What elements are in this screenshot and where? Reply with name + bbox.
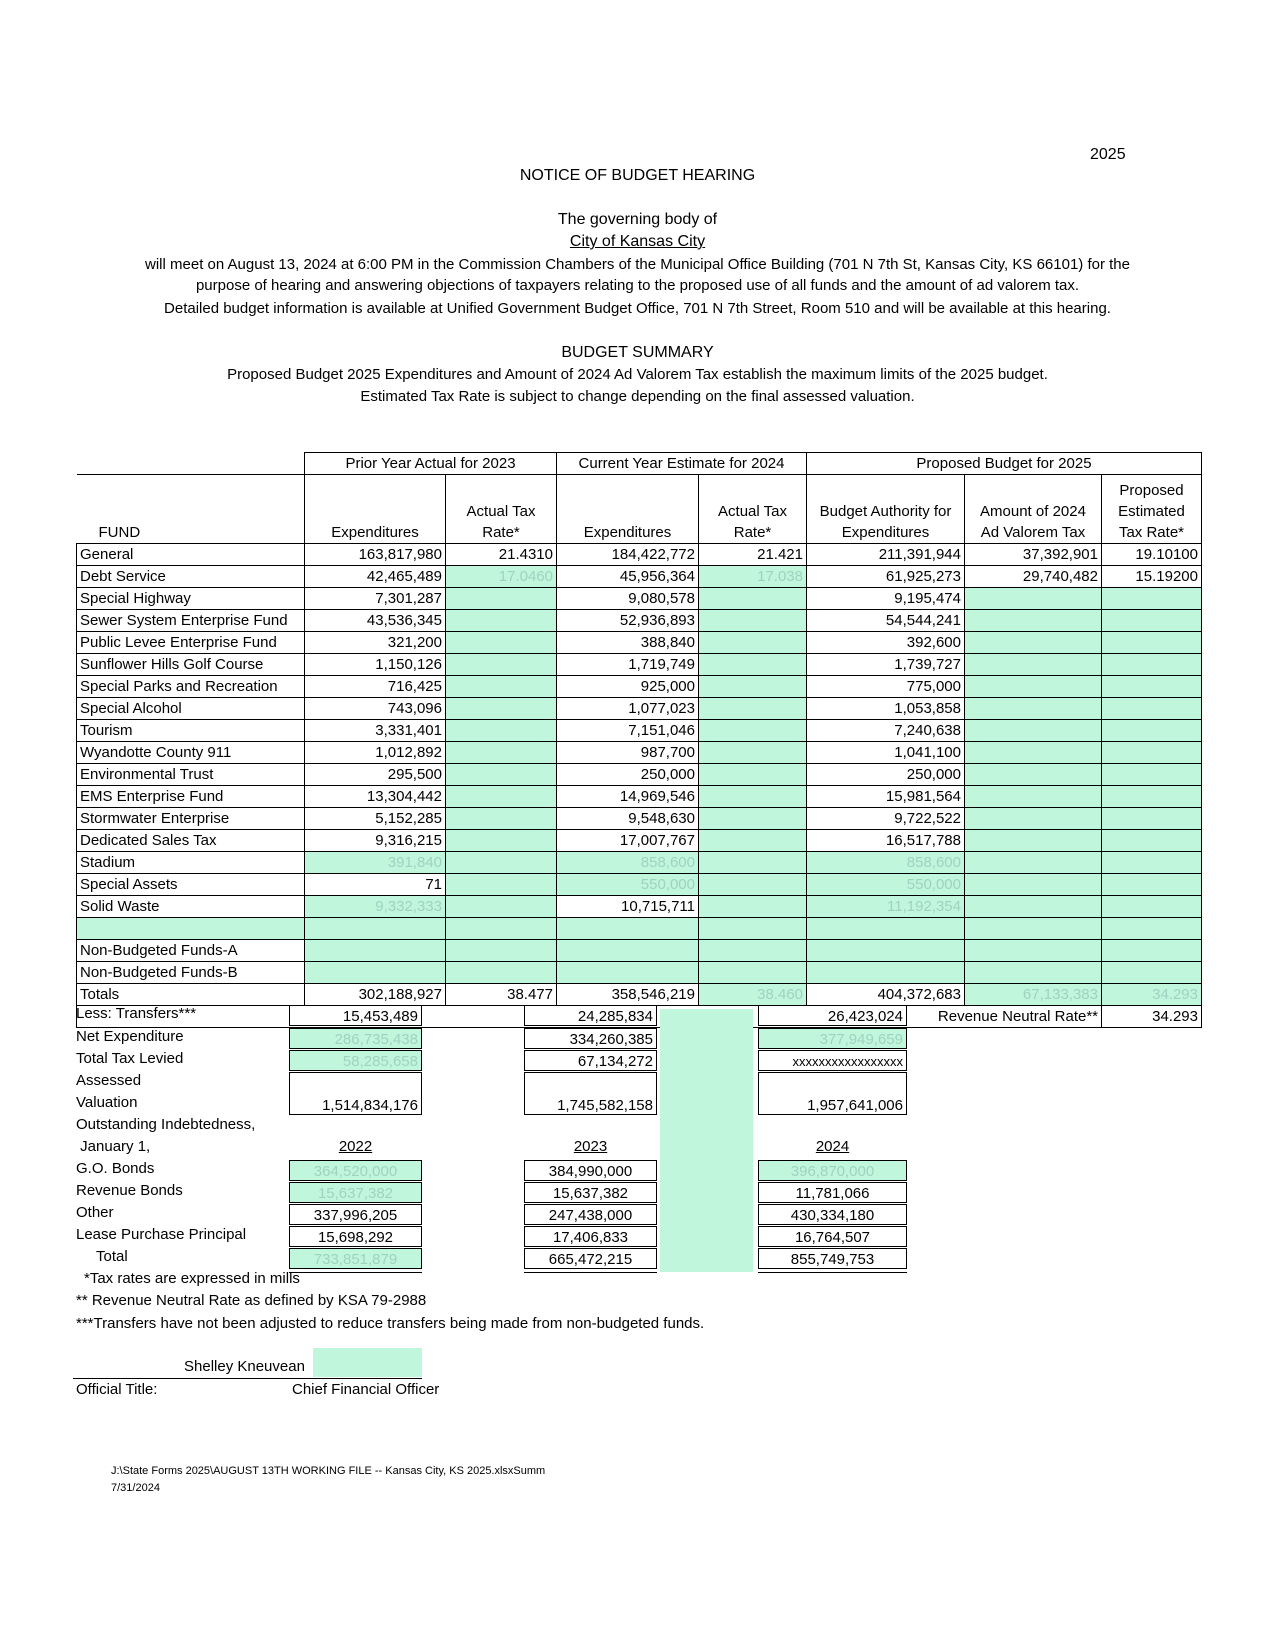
cur-rate-cell [699, 720, 807, 742]
prior-exp-cell: 9,316,215 [305, 830, 446, 852]
prior-exp-cell: 302,188,927 [305, 984, 446, 1006]
cur-exp-cell: 14,969,546 [557, 786, 699, 808]
prior-rate-cell [446, 830, 557, 852]
cur-rate-cell [699, 918, 807, 940]
ad-valorem-cell [965, 874, 1102, 896]
prior-rate-cell [446, 610, 557, 632]
valuation-label: Valuation [76, 1094, 138, 1111]
prior-rate-cell [446, 874, 557, 896]
assessed-box-top [524, 1072, 657, 1095]
indebtedness-year: 2023 [573, 1138, 608, 1155]
other-prop-value: 430,334,180 [758, 1204, 907, 1225]
cur-exp-cell: 1,077,023 [557, 698, 699, 720]
budget-authority-header [807, 475, 965, 544]
prior-exp-cell: 13,304,442 [305, 786, 446, 808]
prop-exp-cell: 550,000 [807, 874, 965, 896]
header-text: Budget Authority for [819, 503, 952, 520]
cur-exp-cell: 388,840 [557, 632, 699, 654]
fund-name: Stadium [77, 852, 305, 874]
est-rate-cell [1102, 808, 1202, 830]
ad-valorem-cell [965, 588, 1102, 610]
est-rate-cell [1102, 896, 1202, 918]
assessed-label: Assessed [76, 1072, 142, 1089]
fund-name: Special Parks and Recreation [77, 676, 305, 698]
official-title: Chief Financial Officer [292, 1381, 440, 1398]
cur-rate-cell [699, 764, 807, 786]
go-bonds-cur-value: 384,990,000 [524, 1160, 657, 1181]
prop-exp-cell: 61,925,273 [807, 566, 965, 588]
header-text: Amount of 2024 [980, 503, 1086, 520]
est-rate-cell [1102, 698, 1202, 720]
prior-rate-cell [446, 786, 557, 808]
proposed-header: Proposed Budget for 2025 [807, 453, 1202, 475]
tax-levied-label: Total Tax Levied [76, 1050, 184, 1067]
fund-row [77, 610, 1202, 632]
fund-name: Wyandotte County 911 [77, 742, 305, 764]
prior-exp-cell [305, 940, 446, 962]
total-cur-value: 665,472,215 [524, 1248, 657, 1269]
summary-title: BUDGET SUMMARY [561, 344, 714, 361]
cur-exp-header: Expenditures [557, 475, 699, 544]
net-exp-label: Net Expenditure [76, 1028, 184, 1045]
cur-exp-cell: 9,080,578 [557, 588, 699, 610]
cur-exp-cell: 184,422,772 [557, 544, 699, 566]
fund-row [77, 742, 1202, 764]
header-text: Tax Rate* [1118, 524, 1185, 541]
cur-exp-cell: 45,956,364 [557, 566, 699, 588]
ad-valorem-cell: 37,392,901 [965, 544, 1102, 566]
cur-rate-cell [699, 676, 807, 698]
fund-row [77, 544, 1202, 566]
prop-exp-cell: 1,041,100 [807, 742, 965, 764]
period-header-row [77, 453, 1202, 475]
fund-name: Sewer System Enterprise Fund [77, 610, 305, 632]
est-rate-cell [1102, 786, 1202, 808]
prior-exp-cell: 7,301,287 [305, 588, 446, 610]
cur-exp-cell [557, 940, 699, 962]
cur-exp-cell: 987,700 [557, 742, 699, 764]
fund-row [77, 676, 1202, 698]
cur-rate-cell [699, 808, 807, 830]
fund-name: Special Assets [77, 874, 305, 896]
fund-name: Dedicated Sales Tax [77, 830, 305, 852]
indebtedness-label: Outstanding Indebtedness, [76, 1116, 256, 1133]
assessed-cur-value: 1,745,582,158 [524, 1094, 657, 1115]
fund-name: Debt Service [77, 566, 305, 588]
total-prop-value: 855,749,753 [758, 1248, 907, 1269]
assessed-prior-value: 1,514,834,176 [289, 1094, 422, 1115]
column-header-row [77, 475, 1202, 544]
prop-exp-cell: 858,600 [807, 852, 965, 874]
cur-rate-cell [699, 632, 807, 654]
prior-year-header: Prior Year Actual for 2023 [305, 453, 557, 475]
fund-name: EMS Enterprise Fund [77, 786, 305, 808]
prior-rate-cell [446, 962, 557, 984]
assessed-prop-value: 1,957,641,006 [758, 1094, 907, 1115]
header-text: Ad Valorem Tax [980, 524, 1086, 541]
cur-exp-cell: 358,546,219 [557, 984, 699, 1006]
meeting-line-1: will meet on August 13, 2024 at 6:00 PM in the Commission Chambers of the Municipal Office Building (701 N 7th St, Kansas City, KS 66101) for the [145, 256, 1130, 273]
cur-rate-cell [699, 588, 807, 610]
cur-rate-header [699, 475, 807, 544]
prop-exp-cell: 9,195,474 [807, 588, 965, 610]
ad-valorem-header [965, 475, 1102, 544]
budget-summary-table [76, 452, 1202, 1028]
est-rate-cell [1102, 720, 1202, 742]
cur-rate-cell [699, 874, 807, 896]
lease-prior-value: 15,698,292 [289, 1226, 422, 1247]
transfers-prop-value: 26,423,024 [758, 1005, 907, 1026]
cur-exp-cell: 10,715,711 [557, 896, 699, 918]
revenue-bonds-cur-value: 15,637,382 [524, 1182, 657, 1203]
footnote-transfers: ***Transfers have not been adjusted to reduce transfers being made from non-budgeted funds. [76, 1315, 705, 1332]
ad-valorem-cell [965, 918, 1102, 940]
cur-exp-cell: 52,936,893 [557, 610, 699, 632]
ad-valorem-cell [965, 698, 1102, 720]
fund-name: Sunflower Hills Golf Course [77, 654, 305, 676]
net-exp-cur-value: 334,260,385 [524, 1028, 657, 1049]
fund-name: Stormwater Enterprise [77, 808, 305, 830]
notice-title: NOTICE OF BUDGET HEARING [519, 167, 756, 184]
cur-rate-cell [699, 852, 807, 874]
prop-exp-cell [807, 962, 965, 984]
cur-exp-cell: 9,548,630 [557, 808, 699, 830]
prior-rate-cell [446, 808, 557, 830]
prior-exp-cell [305, 962, 446, 984]
prior-exp-cell: 9,332,333 [305, 896, 446, 918]
prop-exp-cell: 1,739,727 [807, 654, 965, 676]
prior-rate-cell [446, 742, 557, 764]
est-rate-cell [1102, 764, 1202, 786]
fund-row [77, 786, 1202, 808]
prior-rate-cell [446, 764, 557, 786]
fund-row [77, 698, 1202, 720]
prop-exp-cell: 11,192,354 [807, 896, 965, 918]
cur-rate-cell [699, 742, 807, 764]
cur-exp-cell: 17,007,767 [557, 830, 699, 852]
est-rate-cell [1102, 676, 1202, 698]
go-bonds-label: G.O. Bonds [76, 1160, 155, 1177]
governing-body-name: City of Kansas City [569, 233, 706, 250]
fund-row [77, 852, 1202, 874]
est-rate-cell [1102, 852, 1202, 874]
governing-body-intro: The governing body of [557, 211, 718, 228]
total-prior-value: 733,851,879 [289, 1248, 422, 1269]
cur-exp-cell: 1,719,749 [557, 654, 699, 676]
fund-name: Special Alcohol [77, 698, 305, 720]
fund-name: Public Levee Enterprise Fund [77, 632, 305, 654]
prop-exp-cell: 15,981,564 [807, 786, 965, 808]
other-label: Other [76, 1204, 114, 1221]
highlight-band [660, 1122, 753, 1272]
net-exp-prop-value: 377,949,659 [758, 1028, 907, 1049]
prior-exp-cell [305, 918, 446, 940]
signature-highlight [313, 1348, 422, 1377]
cur-rate-cell [699, 654, 807, 676]
prior-rate-cell [446, 588, 557, 610]
ad-valorem-cell [965, 830, 1102, 852]
prop-exp-cell: 9,722,522 [807, 808, 965, 830]
transfers-label: Less: Transfers*** [76, 1005, 197, 1022]
signature-name: Shelley Kneuvean [184, 1358, 305, 1375]
ad-valorem-cell [965, 962, 1102, 984]
fund-row [77, 764, 1202, 786]
fund-row [77, 918, 1202, 940]
fund-name: Non-Budgeted Funds-B [77, 962, 305, 984]
cur-rate-cell: 38.460 [699, 984, 807, 1006]
meeting-line-2: purpose of hearing and answering objections of taxpayers relating to the proposed use of all funds and the amount of ad valorem tax. [195, 277, 1080, 294]
prior-exp-cell: 743,096 [305, 698, 446, 720]
prior-exp-cell: 3,331,401 [305, 720, 446, 742]
total-label: Total [96, 1248, 128, 1265]
fund-row [77, 830, 1202, 852]
highlight-band [660, 1009, 753, 1122]
indebtedness-year: 2024 [815, 1138, 850, 1155]
prop-exp-cell: 16,517,788 [807, 830, 965, 852]
go-bonds-prior-value: 364,520,000 [289, 1160, 422, 1181]
est-rate-cell [1102, 588, 1202, 610]
header-text: Rate* [482, 524, 520, 541]
fund-row [77, 588, 1202, 610]
file-path: J:\State Forms 2025\AUGUST 13TH WORKING FILE -- Kansas City, KS 2025.xlsxSumm [111, 1465, 546, 1477]
other-cur-value: 247,438,000 [524, 1204, 657, 1225]
fund-name [77, 918, 305, 940]
prior-rate-cell: 38.477 [446, 984, 557, 1006]
ad-valorem-cell [965, 742, 1102, 764]
est-rate-cell [1102, 962, 1202, 984]
prop-exp-cell: 1,053,858 [807, 698, 965, 720]
prior-exp-cell: 391,840 [305, 852, 446, 874]
header-text: Proposed [1119, 482, 1184, 499]
fund-name: Totals [77, 984, 305, 1006]
est-rate-cell [1102, 742, 1202, 764]
cur-rate-cell [699, 940, 807, 962]
prior-rate-cell [446, 654, 557, 676]
fund-name: Non-Budgeted Funds-A [77, 940, 305, 962]
prior-exp-cell: 43,536,345 [305, 610, 446, 632]
tax-levied-cur-value: 67,134,272 [524, 1050, 657, 1071]
ad-valorem-cell: 67,133,383 [965, 984, 1102, 1006]
prior-rate-cell [446, 896, 557, 918]
prior-exp-cell: 71 [305, 874, 446, 896]
lease-label: Lease Purchase Principal [76, 1226, 247, 1243]
fund-name: Tourism [77, 720, 305, 742]
revenue-bonds-label: Revenue Bonds [76, 1182, 183, 1199]
est-rate-cell [1102, 940, 1202, 962]
signature-line [73, 1378, 422, 1379]
cur-rate-cell [699, 830, 807, 852]
fund-name: Special Highway [77, 588, 305, 610]
cur-rate-cell [699, 610, 807, 632]
prior-rate-cell: 17.0460 [446, 566, 557, 588]
prior-rate-header [446, 475, 557, 544]
cur-exp-cell: 550,000 [557, 874, 699, 896]
lease-prop-value: 16,764,507 [758, 1226, 907, 1247]
est-rate-cell [1102, 610, 1202, 632]
prop-exp-cell: 211,391,944 [807, 544, 965, 566]
fund-row [77, 566, 1202, 588]
cur-rate-cell [699, 698, 807, 720]
prior-exp-cell: 42,465,489 [305, 566, 446, 588]
header-text: Actual Tax [466, 503, 536, 520]
file-date: 7/31/2024 [111, 1482, 160, 1494]
fund-name: Solid Waste [77, 896, 305, 918]
prop-exp-cell: 392,600 [807, 632, 965, 654]
est-rate-cell [1102, 918, 1202, 940]
cur-rate-cell [699, 786, 807, 808]
prop-exp-cell: 54,544,241 [807, 610, 965, 632]
est-rate-header [1102, 475, 1202, 544]
assessed-box-top [758, 1072, 907, 1095]
fund-name: Environmental Trust [77, 764, 305, 786]
fund-row [77, 874, 1202, 896]
est-rate-cell [1102, 874, 1202, 896]
fund-row [77, 720, 1202, 742]
ad-valorem-cell [965, 632, 1102, 654]
fund-row [77, 808, 1202, 830]
revenue-bonds-prop-value: 11,781,066 [758, 1182, 907, 1203]
footnote-tax-rates: *Tax rates are expressed in mills [84, 1270, 300, 1287]
prior-exp-cell: 5,152,285 [305, 808, 446, 830]
double-underline [758, 1270, 907, 1273]
est-rate-cell: 19.10100 [1102, 544, 1202, 566]
lease-cur-value: 17,406,833 [524, 1226, 657, 1247]
ad-valorem-cell [965, 764, 1102, 786]
assessed-box-top [289, 1072, 422, 1095]
double-underline [289, 1270, 422, 1273]
ad-valorem-cell [965, 852, 1102, 874]
ad-valorem-cell [965, 896, 1102, 918]
est-rate-cell [1102, 632, 1202, 654]
cur-rate-cell: 21.421 [699, 544, 807, 566]
prop-exp-cell: 7,240,638 [807, 720, 965, 742]
ad-valorem-cell [965, 720, 1102, 742]
revenue-neutral-value: 34.293 [1102, 1006, 1202, 1028]
prop-exp-cell [807, 940, 965, 962]
prior-exp-cell: 321,200 [305, 632, 446, 654]
ad-valorem-cell [965, 676, 1102, 698]
summary-line-2: Estimated Tax Rate is subject to change depending on the final assessed valuation. [360, 388, 915, 405]
prior-exp-header: Expenditures [305, 475, 446, 544]
january-label: January 1, [76, 1138, 151, 1155]
transfers-prior-value: 15,453,489 [289, 1005, 422, 1026]
cur-rate-cell [699, 962, 807, 984]
go-bonds-prop-value: 396,870,000 [758, 1160, 907, 1181]
cur-exp-cell: 925,000 [557, 676, 699, 698]
fund-name: General [77, 544, 305, 566]
prior-rate-cell [446, 720, 557, 742]
summary-line-1: Proposed Budget 2025 Expenditures and Amount of 2024 Ad Valorem Tax establish the maximum limits of the 2025 budget. [227, 366, 1048, 383]
ad-valorem-cell [965, 786, 1102, 808]
prior-exp-cell: 716,425 [305, 676, 446, 698]
cur-exp-cell [557, 962, 699, 984]
prior-rate-cell: 21.4310 [446, 544, 557, 566]
cur-exp-cell: 858,600 [557, 852, 699, 874]
header-text: Estimated [1118, 503, 1185, 520]
prior-rate-cell [446, 632, 557, 654]
cur-rate-cell: 17.038 [699, 566, 807, 588]
fund-row [77, 896, 1202, 918]
footnote-revenue-neutral: ** Revenue Neutral Rate as defined by KSA 79-2988 [76, 1292, 427, 1309]
est-rate-cell [1102, 654, 1202, 676]
revenue-neutral-label: Revenue Neutral Rate** [77, 1006, 1102, 1028]
header-text: Expenditures [841, 524, 930, 541]
prior-exp-cell: 1,012,892 [305, 742, 446, 764]
ad-valorem-cell: 29,740,482 [965, 566, 1102, 588]
prior-rate-cell [446, 676, 557, 698]
meeting-line-3: Detailed budget information is available at Unified Government Budget Office, 701 N 7th Street, Room 510 and will be available at this hearing. [164, 300, 1111, 317]
prop-exp-cell: 775,000 [807, 676, 965, 698]
fund-row [77, 632, 1202, 654]
ad-valorem-cell [965, 940, 1102, 962]
fund-row [77, 940, 1202, 962]
fund-row [77, 962, 1202, 984]
other-prior-value: 337,996,205 [289, 1204, 422, 1225]
est-rate-cell: 34.293 [1102, 984, 1202, 1006]
fund-header: FUND [77, 475, 305, 544]
transfers-cur-value: 24,285,834 [524, 1005, 657, 1026]
cur-exp-cell: 250,000 [557, 764, 699, 786]
cur-exp-cell [557, 918, 699, 940]
tax-levied-prior-value: 58,285,658 [289, 1050, 422, 1071]
double-underline [524, 1270, 657, 1273]
revenue-bonds-prior-value: 15,637,382 [289, 1182, 422, 1203]
prop-exp-cell: 404,372,683 [807, 984, 965, 1006]
header-text: Rate* [733, 524, 772, 541]
budget-year: 2025 [1090, 146, 1126, 163]
net-exp-prior-value: 286,735,438 [289, 1028, 422, 1049]
prop-exp-cell [807, 918, 965, 940]
indebtedness-year: 2022 [338, 1138, 373, 1155]
prior-rate-cell [446, 852, 557, 874]
current-year-header: Current Year Estimate for 2024 [557, 453, 807, 475]
ad-valorem-cell [965, 610, 1102, 632]
header-text: Actual Tax [718, 503, 787, 520]
totals-row [77, 984, 1202, 1006]
ad-valorem-cell [965, 808, 1102, 830]
prior-rate-cell [446, 698, 557, 720]
official-title-label: Official Title: [76, 1381, 158, 1398]
cur-rate-cell [699, 896, 807, 918]
prop-exp-cell: 250,000 [807, 764, 965, 786]
prior-exp-cell: 163,817,980 [305, 544, 446, 566]
fund-row [77, 654, 1202, 676]
cur-exp-cell: 7,151,046 [557, 720, 699, 742]
est-rate-cell [1102, 830, 1202, 852]
tax-levied-prop-value: xxxxxxxxxxxxxxxxx [758, 1050, 907, 1071]
est-rate-cell: 15.19200 [1102, 566, 1202, 588]
prior-exp-cell: 295,500 [305, 764, 446, 786]
prior-rate-cell [446, 918, 557, 940]
prior-exp-cell: 1,150,126 [305, 654, 446, 676]
ad-valorem-cell [965, 654, 1102, 676]
prior-rate-cell [446, 940, 557, 962]
